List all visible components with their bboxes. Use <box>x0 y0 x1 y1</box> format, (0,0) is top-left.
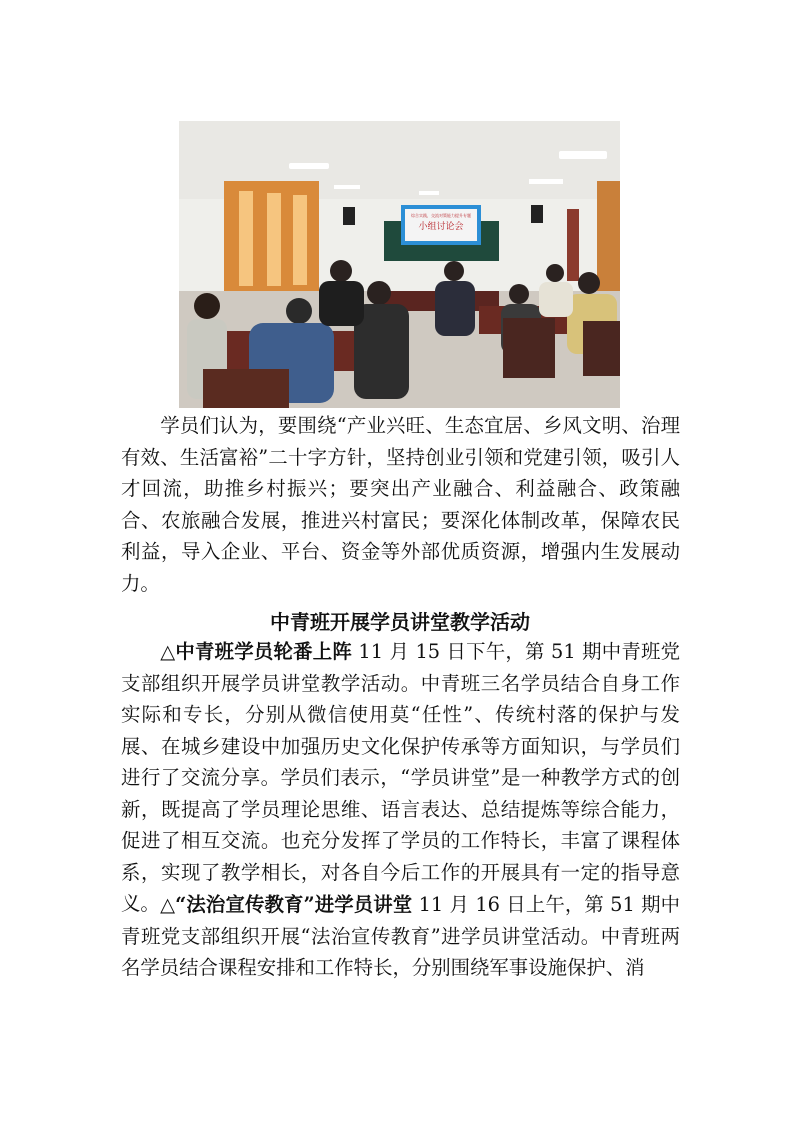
screen-title: 小组讨论会 <box>418 222 464 232</box>
paragraph-3-lead: △“法治宣传教育”进学员讲堂 <box>160 893 413 916</box>
section-heading: 中青班开展学员讲堂教学活动 <box>270 610 530 634</box>
paragraph-3-body: 11 月 16 日上午，第 51 期中青班党支部组织开展“法治宣传教育”进学员讲堂活动。中青班两名学员结合课程安排和工作特长，分别围绕军事设施保护、消 <box>121 893 680 979</box>
paragraph-2-body: 11 月 15 日下午，第 51 期中青班党支部组织开展学员讲堂教学活动。中青班三名学员结合自身工作实际和专长，分别从微信使用莫“任性”、传统村落的保护与发展、在城乡建设中加强历史文化保护传承等方面知识，与学员们进行了交流分享。学员们表示，“学员讲堂”是一种教学方式的创新，既提高了学员理论思维、语言表达、总结提炼等综合能力，促进了相互交流。也充分发挥了学员的工作特长，丰富了课程体系，实现了教学相长，对各自今后工作的开展具有一定的指导意义。 <box>121 640 680 915</box>
paragraph-1-text: 学员们认为，要围绕“产业兴旺、生态宜居、乡风文明、治理有效、生活富裕”二十字方针，坚持创业引领和党建引领，吸引人才回流，助推乡村振兴；要突出产业融合、利益融合、政策融合、农旅融合发展，推进兴村富民；要深化体制改革，保障农民利益，导入企业、平台、资金等外部优质资源，增强内生发展动力。 <box>121 414 680 595</box>
paragraph-3 <box>121 889 680 984</box>
paragraph-2-lead: △中青班学员轮番上阵 <box>160 640 352 663</box>
meeting-photo <box>179 121 620 408</box>
paragraph-1 <box>121 410 680 599</box>
paragraph-2 <box>121 636 680 920</box>
screen-subtitle: 综合实践，交流对策能力提升专题 <box>411 213 471 218</box>
